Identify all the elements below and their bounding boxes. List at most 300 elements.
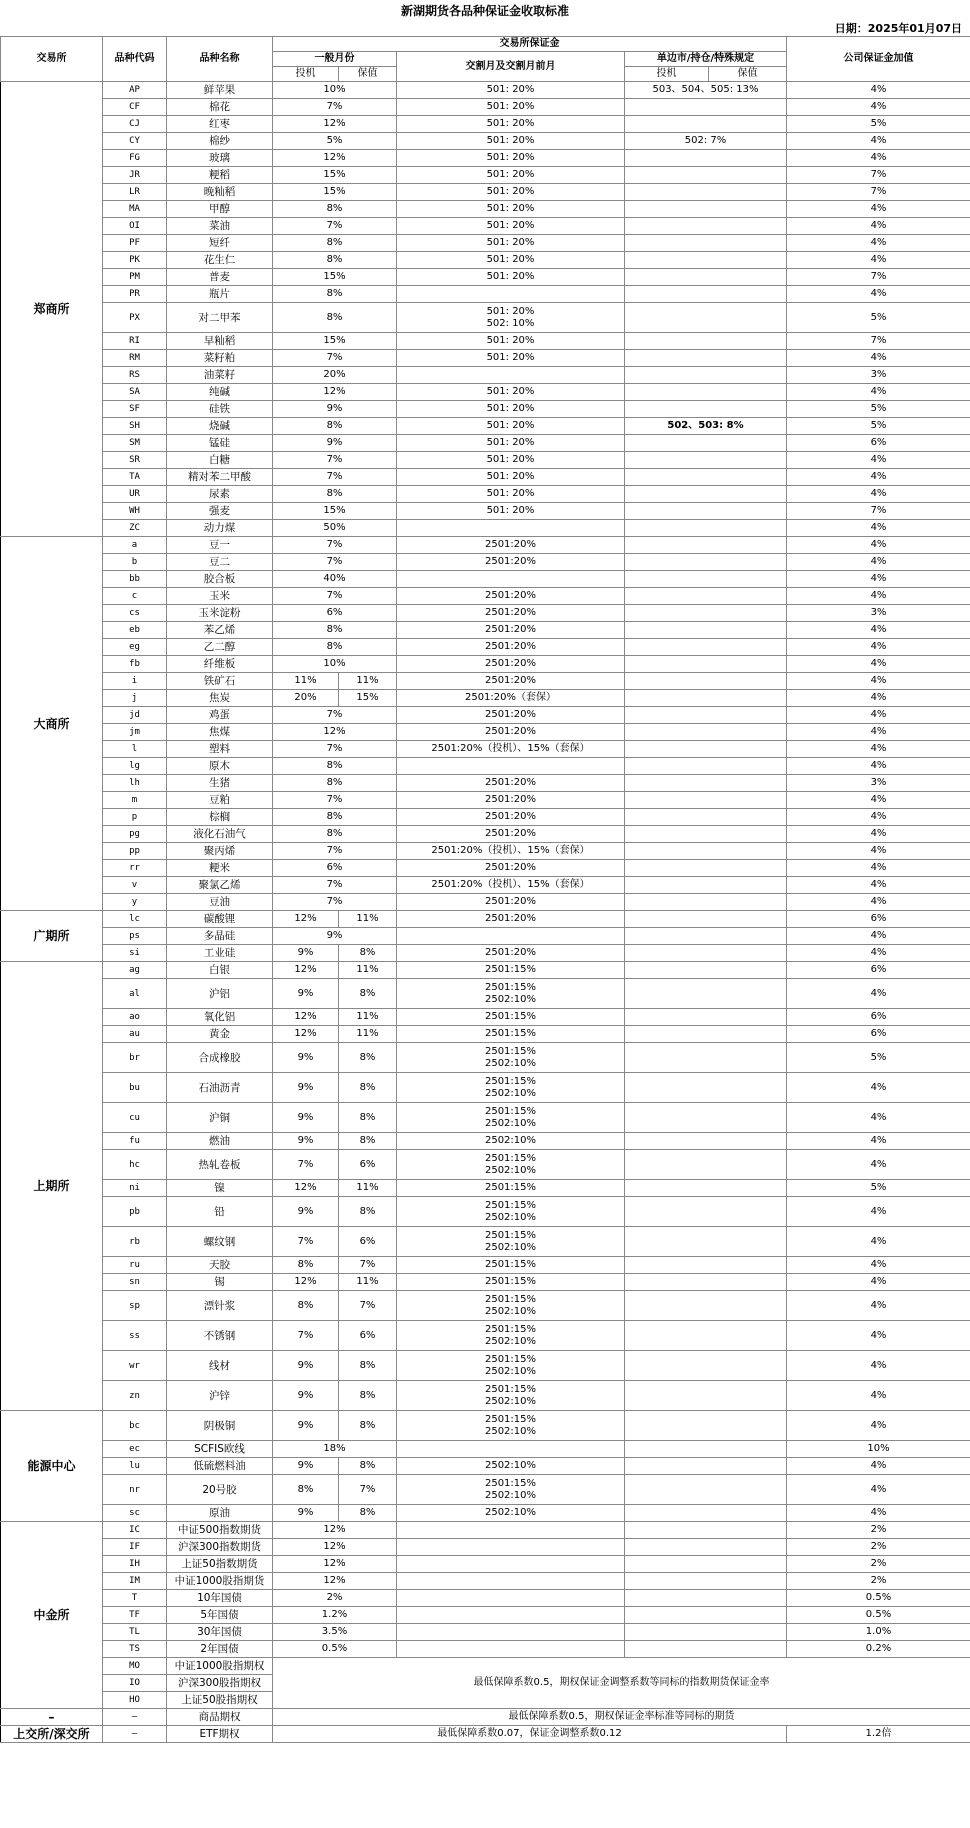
code-cell: JR	[103, 167, 167, 184]
delivery-cell: 2501:15% 2502:10%	[397, 1227, 625, 1257]
general-margin-cell: 8%	[273, 809, 397, 826]
spec-margin-cell: 20%	[273, 690, 339, 707]
code-cell: CY	[103, 133, 167, 150]
special-cell	[625, 1274, 787, 1291]
table-row	[1, 707, 970, 724]
hedge-margin-cell: 6%	[339, 1227, 397, 1257]
code-cell: OI	[103, 218, 167, 235]
name-cell: 热轧卷板	[167, 1150, 273, 1180]
page-title: 新湖期货各品种保证金收取标准	[400, 4, 569, 18]
name-cell: 沪铝	[167, 979, 273, 1009]
table-row	[1, 201, 970, 218]
table-row	[1, 1641, 970, 1658]
name-cell: 鲜苹果	[167, 82, 273, 99]
delivery-cell	[397, 1641, 625, 1658]
special-cell	[625, 435, 787, 452]
special-cell	[625, 690, 787, 707]
name-cell: 10年国债	[167, 1590, 273, 1607]
special-cell	[625, 1103, 787, 1133]
name-cell: 晚籼稻	[167, 184, 273, 201]
company-add-cell: 4%	[787, 469, 970, 486]
delivery-cell: 501: 20%	[397, 201, 625, 218]
name-cell: 中证1000股指期权	[167, 1658, 273, 1675]
table-row	[1, 1009, 970, 1026]
company-add-cell: 4%	[787, 792, 970, 809]
header-special-spec: 投机	[625, 67, 709, 82]
name-cell: 白银	[167, 962, 273, 979]
special-cell	[625, 656, 787, 673]
table-row	[1, 1624, 970, 1641]
table-row	[1, 860, 970, 877]
general-margin-cell: 8%	[273, 622, 397, 639]
header-general-month: 一般月份	[273, 52, 397, 67]
table-row	[1, 167, 970, 184]
name-cell: 玉米淀粉	[167, 605, 273, 622]
special-cell	[625, 1573, 787, 1590]
table-row	[1, 1441, 970, 1458]
code-cell: al	[103, 979, 167, 1009]
code-cell: b	[103, 554, 167, 571]
company-add-cell: 4%	[787, 133, 970, 150]
header-delivery: 交割月及交割月前月	[397, 52, 625, 82]
company-add-cell: 4%	[787, 945, 970, 962]
general-margin-cell: 9%	[273, 928, 397, 945]
table-row	[1, 520, 970, 537]
code-cell: TL	[103, 1624, 167, 1641]
table-row	[1, 1150, 970, 1180]
name-cell: 中证500指数期货	[167, 1522, 273, 1539]
code-cell: jd	[103, 707, 167, 724]
delivery-cell: 2501:15% 2502:10%	[397, 1103, 625, 1133]
header-exchange: 交易所	[1, 37, 103, 82]
code-cell: HO	[103, 1692, 167, 1709]
code-cell: c	[103, 588, 167, 605]
hedge-margin-cell: 7%	[339, 1257, 397, 1274]
table-row	[1, 843, 970, 860]
company-add-cell: 7%	[787, 269, 970, 286]
hedge-margin-cell: 8%	[339, 1073, 397, 1103]
company-add-cell: 4%	[787, 809, 970, 826]
delivery-cell: 2501:15%	[397, 1009, 625, 1026]
special-cell	[625, 503, 787, 520]
general-margin-cell: 7%	[273, 452, 397, 469]
code-cell: T	[103, 1590, 167, 1607]
spec-margin-cell: 9%	[273, 1351, 339, 1381]
table-row	[1, 809, 970, 826]
company-add-cell: 4%	[787, 622, 970, 639]
company-add-cell: 4%	[787, 537, 970, 554]
company-add-cell: 4%	[787, 1381, 970, 1411]
delivery-cell: 2501:20%	[397, 588, 625, 605]
delivery-cell: 501: 20% 502: 10%	[397, 303, 625, 333]
code-cell: CF	[103, 99, 167, 116]
table-row	[1, 150, 970, 167]
special-cell	[625, 792, 787, 809]
table-row	[1, 235, 970, 252]
name-cell: 硅铁	[167, 401, 273, 418]
special-cell	[625, 860, 787, 877]
special-cell	[625, 469, 787, 486]
delivery-cell: 2502:10%	[397, 1458, 625, 1475]
spec-margin-cell: 9%	[273, 1197, 339, 1227]
delivery-cell	[397, 571, 625, 588]
general-margin-cell: 3.5%	[273, 1624, 397, 1641]
delivery-cell: 501: 20%	[397, 82, 625, 99]
delivery-cell	[397, 1590, 625, 1607]
special-cell	[625, 452, 787, 469]
name-cell: 聚氯乙烯	[167, 877, 273, 894]
general-margin-cell: 12%	[273, 1522, 397, 1539]
delivery-cell: 501: 20%	[397, 486, 625, 503]
general-margin-cell: 8%	[273, 235, 397, 252]
hedge-margin-cell: 6%	[339, 1321, 397, 1351]
table-row	[1, 384, 970, 401]
header-row	[1, 37, 970, 52]
name-cell: 油菜籽	[167, 367, 273, 384]
delivery-cell	[397, 1607, 625, 1624]
name-cell: 30年国债	[167, 1624, 273, 1641]
delivery-cell: 501: 20%	[397, 333, 625, 350]
special-cell	[625, 605, 787, 622]
special-cell	[625, 1026, 787, 1043]
company-add-cell: 4%	[787, 486, 970, 503]
company-add-cell: 6%	[787, 962, 970, 979]
special-cell	[625, 537, 787, 554]
table-row	[1, 99, 970, 116]
spec-margin-cell: 12%	[273, 1026, 339, 1043]
special-cell	[625, 367, 787, 384]
company-add-cell: 4%	[787, 150, 970, 167]
company-add-cell: 0.5%	[787, 1607, 970, 1624]
exchange-cell: –	[1, 1709, 103, 1726]
code-cell: wr	[103, 1351, 167, 1381]
company-add-cell: 4%	[787, 571, 970, 588]
hedge-margin-cell: 11%	[339, 1274, 397, 1291]
company-add-cell: 5%	[787, 418, 970, 435]
name-cell: 工业硅	[167, 945, 273, 962]
delivery-cell: 501: 20%	[397, 469, 625, 486]
company-add-cell: 4%	[787, 201, 970, 218]
code-cell: PX	[103, 303, 167, 333]
margin-table	[0, 36, 970, 1743]
name-cell: 焦炭	[167, 690, 273, 707]
table-row	[1, 588, 970, 605]
company-add-cell: 4%	[787, 928, 970, 945]
hedge-margin-cell: 8%	[339, 1133, 397, 1150]
company-add-cell: 4%	[787, 520, 970, 537]
header-company-add: 公司保证金加值	[787, 37, 970, 82]
name-cell: 红枣	[167, 116, 273, 133]
table-row	[1, 1321, 970, 1351]
general-margin-cell: 8%	[273, 486, 397, 503]
delivery-cell: 2501:15%	[397, 1274, 625, 1291]
general-margin-cell: 15%	[273, 333, 397, 350]
delivery-cell: 2501:20%	[397, 775, 625, 792]
code-cell: a	[103, 537, 167, 554]
company-add-cell: 6%	[787, 1009, 970, 1026]
table-row	[1, 1381, 970, 1411]
spec-margin-cell: 7%	[273, 1150, 339, 1180]
name-cell: 强麦	[167, 503, 273, 520]
delivery-cell: 2501:15% 2502:10%	[397, 1475, 625, 1505]
general-margin-cell: 6%	[273, 860, 397, 877]
special-cell	[625, 707, 787, 724]
name-cell: 5年国债	[167, 1607, 273, 1624]
table-row	[1, 758, 970, 775]
special-cell	[625, 1607, 787, 1624]
general-margin-cell: 7%	[273, 877, 397, 894]
hedge-margin-cell: 15%	[339, 690, 397, 707]
name-cell: 不锈钢	[167, 1321, 273, 1351]
table-row	[1, 945, 970, 962]
spec-margin-cell: 12%	[273, 911, 339, 928]
delivery-cell	[397, 758, 625, 775]
table-row	[1, 741, 970, 758]
special-cell	[625, 1381, 787, 1411]
hedge-margin-cell: 8%	[339, 1458, 397, 1475]
code-cell: RS	[103, 367, 167, 384]
special-cell	[625, 741, 787, 758]
code-cell: PK	[103, 252, 167, 269]
exchange-cell: 上期所	[1, 962, 103, 1411]
table-row	[1, 673, 970, 690]
name-cell: 镍	[167, 1180, 273, 1197]
delivery-cell: 2501:20%	[397, 945, 625, 962]
name-cell: 玻璃	[167, 150, 273, 167]
company-add-cell: 5%	[787, 1043, 970, 1073]
special-cell	[625, 843, 787, 860]
code-cell: bu	[103, 1073, 167, 1103]
delivery-cell	[397, 286, 625, 303]
spec-margin-cell: 9%	[273, 1505, 339, 1522]
delivery-cell: 2501:20%	[397, 639, 625, 656]
hedge-margin-cell: 6%	[339, 1150, 397, 1180]
delivery-cell	[397, 1539, 625, 1556]
delivery-cell: 2501:20%（套保）	[397, 690, 625, 707]
name-cell: 原油	[167, 1505, 273, 1522]
name-cell: 螺纹钢	[167, 1227, 273, 1257]
general-margin-cell: 8%	[273, 252, 397, 269]
code-cell: eb	[103, 622, 167, 639]
company-add-cell: 4%	[787, 1227, 970, 1257]
company-add-cell: 5%	[787, 303, 970, 333]
delivery-cell: 501: 20%	[397, 452, 625, 469]
special-cell	[625, 401, 787, 418]
special-cell: 502: 7%	[625, 133, 787, 150]
general-margin-cell: 7%	[273, 218, 397, 235]
name-cell: 棉花	[167, 99, 273, 116]
code-cell: WH	[103, 503, 167, 520]
name-cell: 尿素	[167, 486, 273, 503]
delivery-cell	[397, 1556, 625, 1573]
table-row	[1, 1043, 970, 1073]
company-add-cell: 4%	[787, 843, 970, 860]
table-row	[1, 775, 970, 792]
special-cell	[625, 1458, 787, 1475]
general-margin-cell: 6%	[273, 605, 397, 622]
company-add-cell: 1.0%	[787, 1624, 970, 1641]
table-row	[1, 1026, 970, 1043]
table-row	[1, 469, 970, 486]
hedge-margin-cell: 11%	[339, 1026, 397, 1043]
name-cell: 胶合板	[167, 571, 273, 588]
table-row	[1, 605, 970, 622]
special-cell	[625, 384, 787, 401]
special-cell	[625, 1197, 787, 1227]
delivery-cell: 2501:20%	[397, 792, 625, 809]
delivery-cell: 2501:20%	[397, 605, 625, 622]
company-add-cell: 4%	[787, 1133, 970, 1150]
general-margin-cell: 7%	[273, 537, 397, 554]
delivery-cell: 2501:20%	[397, 911, 625, 928]
delivery-cell: 2501:20%（投机）、15%（套保）	[397, 843, 625, 860]
name-cell: 棕榈	[167, 809, 273, 826]
special-cell	[625, 1411, 787, 1441]
code-cell: eg	[103, 639, 167, 656]
spec-margin-cell: 9%	[273, 945, 339, 962]
table-row	[1, 1607, 970, 1624]
general-margin-cell: 1.2%	[273, 1607, 397, 1624]
special-cell	[625, 1043, 787, 1073]
general-margin-cell: 5%	[273, 133, 397, 150]
spec-margin-cell: 7%	[273, 1321, 339, 1351]
table-row	[1, 1257, 970, 1274]
code-cell: ps	[103, 928, 167, 945]
name-cell: 黄金	[167, 1026, 273, 1043]
delivery-cell: 2501:20%	[397, 554, 625, 571]
table-row	[1, 724, 970, 741]
delivery-cell: 2501:15% 2502:10%	[397, 1043, 625, 1073]
company-add-cell: 4%	[787, 826, 970, 843]
delivery-cell: 2501:15%	[397, 1180, 625, 1197]
general-margin-cell: 0.5%	[273, 1641, 397, 1658]
table-row	[1, 1073, 970, 1103]
delivery-cell	[397, 1441, 625, 1458]
hedge-margin-cell: 8%	[339, 945, 397, 962]
special-cell	[625, 235, 787, 252]
delivery-cell	[397, 520, 625, 537]
exchange-cell: 中金所	[1, 1522, 103, 1709]
company-add-cell: 4%	[787, 1475, 970, 1505]
general-margin-cell: 40%	[273, 571, 397, 588]
delivery-cell	[397, 1624, 625, 1641]
code-cell: pp	[103, 843, 167, 860]
spec-margin-cell: 9%	[273, 1411, 339, 1441]
delivery-cell: 2501:20%（投机）、15%（套保）	[397, 741, 625, 758]
table-row	[1, 656, 970, 673]
general-margin-cell: 7%	[273, 469, 397, 486]
company-add-cell: 4%	[787, 707, 970, 724]
name-cell: 早籼稻	[167, 333, 273, 350]
special-cell	[625, 979, 787, 1009]
delivery-cell: 2501:15% 2502:10%	[397, 1411, 625, 1441]
table-row	[1, 690, 970, 707]
company-add-cell: 4%	[787, 877, 970, 894]
special-cell	[625, 184, 787, 201]
name-cell: 上证50股指期权	[167, 1692, 273, 1709]
company-add-cell: 0.2%	[787, 1641, 970, 1658]
general-margin-cell: 7%	[273, 588, 397, 605]
code-cell: PR	[103, 286, 167, 303]
name-cell: 上证50指数期货	[167, 1556, 273, 1573]
table-row	[1, 1475, 970, 1505]
delivery-cell: 2501:15% 2502:10%	[397, 1073, 625, 1103]
company-add-cell: 5%	[787, 116, 970, 133]
name-cell: 玉米	[167, 588, 273, 605]
special-cell	[625, 486, 787, 503]
delivery-cell: 2501:20%	[397, 826, 625, 843]
company-add-cell: 4%	[787, 1103, 970, 1133]
code-cell: rb	[103, 1227, 167, 1257]
code-cell: SM	[103, 435, 167, 452]
delivery-cell: 2502:10%	[397, 1133, 625, 1150]
general-margin-cell: 8%	[273, 286, 397, 303]
special-cell	[625, 809, 787, 826]
company-add-cell: 2%	[787, 1539, 970, 1556]
company-add-cell: 4%	[787, 1150, 970, 1180]
company-add-cell: 4%	[787, 724, 970, 741]
special-cell	[625, 150, 787, 167]
table-row	[1, 486, 970, 503]
table-row	[1, 1505, 970, 1522]
general-margin-cell: 15%	[273, 167, 397, 184]
name-cell: 豆粕	[167, 792, 273, 809]
special-cell	[625, 673, 787, 690]
delivery-cell: 2501:15% 2502:10%	[397, 1291, 625, 1321]
special-cell	[625, 571, 787, 588]
special-cell	[625, 1180, 787, 1197]
code-cell: l	[103, 741, 167, 758]
general-margin-cell: 8%	[273, 826, 397, 843]
general-margin-cell: 7%	[273, 741, 397, 758]
special-cell	[625, 1227, 787, 1257]
name-cell: 漂针浆	[167, 1291, 273, 1321]
code-cell: fb	[103, 656, 167, 673]
table-row	[1, 184, 970, 201]
name-cell: 菜油	[167, 218, 273, 235]
special-cell	[625, 520, 787, 537]
general-margin-cell: 7%	[273, 350, 397, 367]
name-cell: 鸡蛋	[167, 707, 273, 724]
name-cell: 动力煤	[167, 520, 273, 537]
code-cell: pb	[103, 1197, 167, 1227]
code-cell: sc	[103, 1505, 167, 1522]
code-cell: lc	[103, 911, 167, 928]
name-cell: 氧化铝	[167, 1009, 273, 1026]
special-cell	[625, 1321, 787, 1351]
delivery-cell: 2501:20%（投机）、15%（套保）	[397, 877, 625, 894]
general-margin-cell: 18%	[273, 1441, 397, 1458]
code-cell: TF	[103, 1607, 167, 1624]
date-label: 日期：2025年01月07日	[834, 22, 962, 35]
company-add-cell: 4%	[787, 1073, 970, 1103]
name-cell: 合成橡胶	[167, 1043, 273, 1073]
special-cell	[625, 894, 787, 911]
general-margin-cell: 20%	[273, 367, 397, 384]
exchange-cell: 上交所/深交所	[1, 1726, 103, 1743]
code-cell: nr	[103, 1475, 167, 1505]
company-add-cell: 6%	[787, 1026, 970, 1043]
code-cell: RI	[103, 333, 167, 350]
hedge-margin-cell: 11%	[339, 673, 397, 690]
table-row	[1, 1274, 970, 1291]
code-cell: m	[103, 792, 167, 809]
hedge-margin-cell: 11%	[339, 1009, 397, 1026]
special-cell	[625, 945, 787, 962]
general-margin-cell: 50%	[273, 520, 397, 537]
company-add-cell: 4%	[787, 252, 970, 269]
delivery-cell: 2501:15% 2502:10%	[397, 979, 625, 1009]
